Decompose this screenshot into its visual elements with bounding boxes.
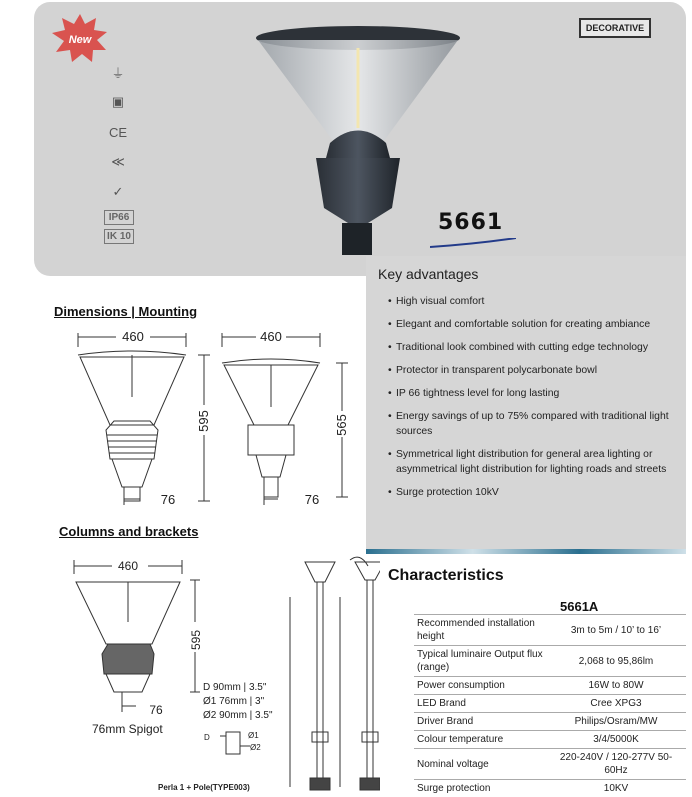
spec-value: 3m to 5m / 10’ to 16’ (546, 615, 686, 646)
list-item: • Elegant and comfortable solution for creating ambiance (396, 317, 680, 332)
dimension-drawings (50, 325, 370, 525)
columns-title: Columns and brackets (59, 524, 199, 539)
category-tag: DECORATIVE (579, 18, 651, 38)
class-ii-square-icon: ▣ (111, 94, 125, 109)
spec-value: 10KV (546, 780, 686, 797)
certification-icons (100, 60, 136, 248)
spec-value: Cree XPG3 (546, 695, 686, 713)
spec-label: Driver Brand (414, 713, 546, 731)
dimension-d: D 90mm | 3.5" (203, 682, 267, 693)
spec-label: Recommended installation height (414, 615, 546, 646)
enec-mark-icon: ≪ (111, 154, 125, 169)
lamp-product-image (250, 18, 470, 268)
model-number: 5661 (438, 210, 504, 235)
advantages-list (366, 282, 686, 500)
table-row (414, 646, 686, 677)
list-item: • Traditional look combined with cutting edge technology (396, 340, 680, 355)
table-row (414, 749, 686, 780)
table-row (414, 780, 686, 797)
detail-label-o1: Ø1 (248, 731, 259, 740)
column-dimension-list (203, 681, 273, 723)
spec-label: Colour temperature (414, 731, 546, 749)
dim-a-height: 595 (196, 410, 211, 432)
dimensions-title: Dimensions | Mounting (54, 304, 198, 319)
list-item: • Energy savings of up to 75% compared with traditional light sources (396, 409, 680, 439)
dim-b-height: 565 (334, 414, 349, 436)
characteristics-title: Characteristics (388, 567, 504, 584)
pole-caption: Perla 1 + Pole(TYPE003) (158, 783, 250, 792)
key-advantages-title: Key advantages (378, 266, 479, 282)
spec-label: LED Brand (414, 695, 546, 713)
ip-rating-badge: IP66 (104, 210, 134, 225)
dim-b-width: 460 (260, 329, 282, 344)
characteristics-model: 5661A (560, 599, 599, 614)
list-item: • IP 66 tightness level for long lasting (396, 386, 680, 401)
dimension-o1: Ø1 76mm | 3" (203, 696, 265, 707)
spec-label: Typical luminaire Output flux (range) (414, 646, 546, 677)
ce-mark-icon: CE (108, 124, 128, 140)
dimension-o2: Ø2 90mm | 3.5" (203, 710, 273, 721)
column-height: 595 (189, 629, 203, 651)
characteristics-table (414, 614, 686, 797)
table-row (414, 615, 686, 646)
spec-value: 220-240V / 120-277V 50-60Hz (546, 749, 686, 780)
spec-label: Nominal voltage (414, 749, 546, 780)
model-underline-swoosh (430, 238, 516, 248)
dim-b-spigot: 76 (304, 492, 320, 507)
list-item: • Surge protection 10kV (396, 485, 680, 500)
spec-value: 2,068 to 95,86lm (546, 646, 686, 677)
dim-a-width: 460 (122, 329, 144, 344)
spec-value: Philips/Osram/MW (546, 713, 686, 731)
columns-drawing (50, 552, 380, 794)
table-row (414, 677, 686, 695)
spec-value: 16W to 80W (546, 677, 686, 695)
rohs-check-icon: ✓ (112, 184, 124, 199)
ik-rating-badge: IK 10 (104, 229, 134, 244)
list-item: • High visual comfort (396, 294, 680, 309)
advantages-bottom-bar (366, 549, 686, 554)
dim-a-spigot: 76 (160, 492, 176, 507)
column-width: 460 (117, 559, 139, 573)
table-row (414, 713, 686, 731)
spec-label: Surge protection (414, 780, 546, 797)
spec-value: 3/4/5000K (546, 731, 686, 749)
table-row (414, 695, 686, 713)
new-badge-label: New (68, 34, 92, 46)
key-advantages-panel (366, 256, 686, 554)
detail-label-d: D (204, 733, 210, 742)
detail-label-o2: Ø2 (250, 743, 261, 752)
column-spigot: 76 (149, 703, 163, 717)
list-item: • Symmetrical light distribution for general area lighting or asymmetrical light distribution for lighting roads and streets (396, 447, 680, 477)
spigot-caption: 76mm Spigot (92, 722, 163, 736)
spec-label: Power consumption (414, 677, 546, 695)
list-item: • Protector in transparent polycarbonate bowl (396, 363, 680, 378)
new-badge-icon (52, 14, 108, 62)
earth-symbol-icon: ⏚ (111, 65, 125, 81)
table-row (414, 731, 686, 749)
